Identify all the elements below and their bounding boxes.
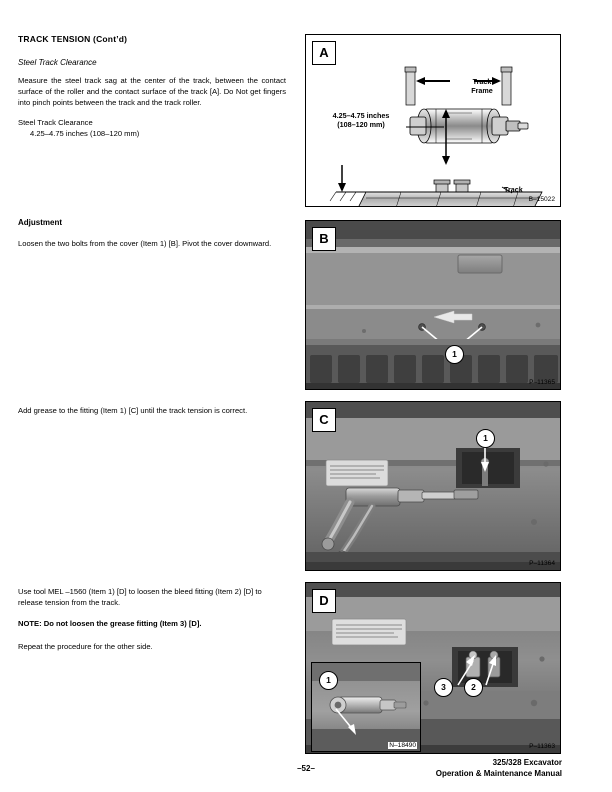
figure-a [305, 34, 561, 207]
figure-c-code: P–11364 [529, 560, 555, 567]
block-bleed-fitting [18, 586, 280, 652]
paragraph-add-grease: Add grease to the fitting (Item 1) [C] until the track tension is correct. [18, 406, 248, 415]
figure-d-inset [311, 662, 421, 752]
clearance-spec [18, 117, 286, 139]
figure-a-lineart [306, 35, 560, 206]
paragraph-bleed-fitting: Use tool MEL –1560 (Item 1) [D] to loosen the bleed fitting (Item 2) [D] to release tension from the track. [18, 587, 262, 607]
figure-c-photo [306, 402, 560, 570]
footer-manual: Operation & Maintenance Manual [435, 768, 562, 778]
adjustment-heading: Adjustment [18, 218, 62, 227]
figure-d-callout-2: 2 [464, 678, 483, 697]
subheading-steel-track-clearance: Steel Track Clearance [18, 58, 97, 67]
note-grease-fitting: NOTE: Do not loosen the grease fitting (Item 3) [D]. [18, 619, 202, 628]
page-number: –52– [297, 764, 315, 773]
text-column [18, 34, 286, 139]
footer-title [436, 758, 562, 780]
figure-d [305, 582, 561, 754]
figure-c-callout-1: 1 [476, 429, 495, 448]
figure-a-label-dimension: 4.25–4.75 inches (108–120 mm) [332, 111, 390, 129]
figure-d-code: P–11363 [529, 743, 555, 750]
figure-a-label-track-frame: Track Frame [471, 77, 493, 95]
footer-model: 325/328 Excavator [492, 758, 562, 767]
figure-b [305, 220, 561, 390]
figure-b-callout-1: 1 [445, 345, 464, 364]
clearance-value: 4.25–4.75 inches (108–120 mm) [30, 129, 140, 138]
figure-d-callout-3: 3 [434, 678, 453, 697]
figure-a-code: B–15022 [528, 196, 555, 203]
figure-c [305, 401, 561, 571]
clearance-label: Steel Track Clearance [18, 118, 93, 127]
figure-b-photo [306, 221, 560, 389]
paragraph-repeat-other-side: Repeat the procedure for the other side. [18, 642, 153, 651]
section-title: TRACK TENSION (Cont’d) [18, 34, 128, 44]
figure-a-letter: A [312, 41, 336, 65]
figure-b-letter: B [312, 227, 336, 251]
figure-b-code: P–11365 [529, 379, 555, 386]
figure-d-inset-code: N–18490 [389, 742, 416, 749]
figure-c-letter: C [312, 408, 336, 432]
paragraph-measure-sag: Measure the steel track sag at the center of the track, between the contact surface of the roller and the contact surface of the track [A]. Do Not get fingers into pinch points between the track and the track roller. [18, 76, 286, 107]
paragraph-loosen-bolts: Loosen the two bolts from the cover (Item 1) [B]. Pivot the cover downward. [18, 239, 272, 248]
figure-d-letter: D [312, 589, 336, 613]
figure-d-callout-1: 1 [319, 671, 338, 690]
figure-a-label-track: Track [504, 185, 523, 194]
